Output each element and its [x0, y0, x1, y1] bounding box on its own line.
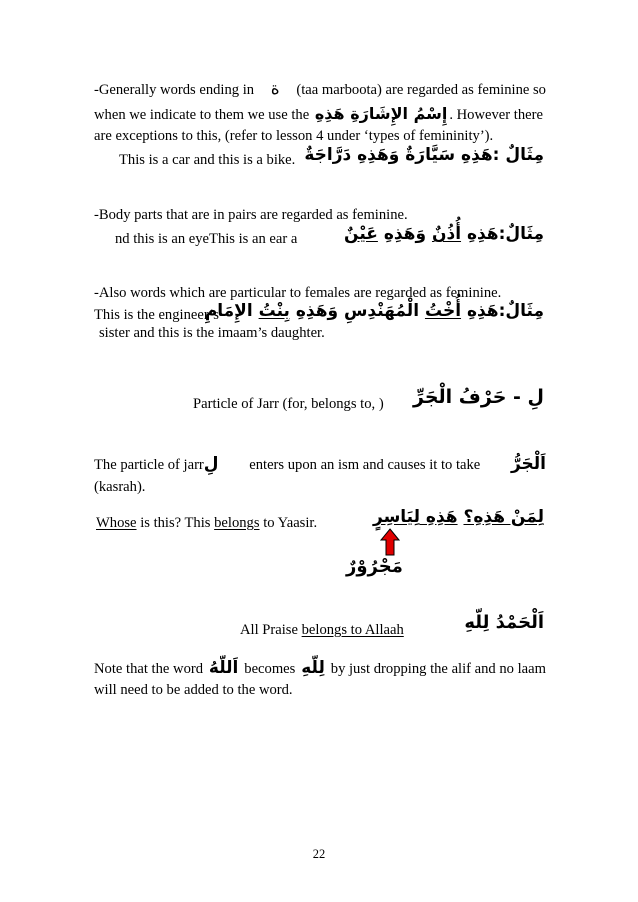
body-parts-eye: عَيْنٌ [344, 224, 378, 244]
note-line1-start: Note that the word [94, 661, 204, 677]
jarr-line1-start [94, 455, 219, 474]
arrow-head [381, 529, 399, 555]
ism-ishaara-arabic: إِسْمُ الإِشَارَةِ هَذِهِ [314, 104, 448, 123]
jarr-heading-arabic: لِ - حَرْفُ الْجَرِّ [413, 386, 544, 408]
example2-underlined: belongs to Allaah [301, 622, 404, 638]
jarr-example1-english [96, 514, 317, 532]
para1-line1 [94, 80, 546, 99]
belongs-word: belongs [214, 515, 260, 531]
females-example-english-line2: sister and this is the imaam’s daughter. [99, 325, 325, 341]
para1-line1-end: (taa marboota) are regarded as feminine so [296, 82, 546, 98]
females-imaam: الإِمَامِ [204, 301, 253, 321]
example1-end: to Yaasir. [263, 515, 318, 531]
page-number: 22 [312, 847, 326, 861]
body-parts-mid: وَهَذِهِ [383, 224, 427, 244]
red-arrow-icon [380, 528, 400, 556]
para1-line1-start: -Generally words ending in [94, 82, 255, 98]
example1-mid: is this? This [140, 515, 211, 531]
lillahi-word: لِلّهِ [301, 658, 325, 678]
females-daughter: بِنْتُ [258, 301, 290, 321]
body-parts-ear: أُذُنٌ [431, 224, 462, 244]
females-prefix: مِثَالٌ:هَذِهِ [466, 301, 544, 321]
females-line1: -Also words which are particular to females are regarded as feminine. [94, 285, 502, 301]
body-parts-example-arabic [344, 224, 544, 244]
para1-line2-start: when we indicate to them we use the [94, 107, 310, 123]
note-line2: will need to be added to the word. [94, 682, 293, 698]
example2-start: All Praise [240, 622, 298, 638]
para1-line2 [94, 105, 546, 124]
example1-english: This is a car and this is a bike. [119, 152, 296, 168]
jarr-line1-text: The particle of jarr [94, 457, 204, 473]
note-line1-end: by just dropping the alif and no laam [330, 661, 546, 677]
taa-marboota-glyph: ة [270, 79, 280, 99]
lam-glyph: لِ [203, 454, 219, 474]
females-sister: أُخْتُ [424, 301, 462, 321]
jarr-heading-english: Particle of Jarr (for, belongs to, ) [193, 396, 384, 412]
whose-word: Whose [96, 515, 137, 531]
example1-arabic: مِثَالٌ :هَذِهِ سَيَّارَةٌ وَهَذِهِ دَرَّاجَةٌ [304, 145, 544, 165]
allah-word: اَللّهُ [208, 658, 239, 678]
females-engineer: الْمُهَنْدِسِ وَهَذِهِ [295, 301, 420, 321]
jarr-line1 [94, 455, 546, 474]
note-becomes: becomes [244, 661, 296, 677]
body-parts-line1: -Body parts that are in pairs are regarded as feminine. [94, 207, 408, 223]
jarr-example2-arabic: اَلْحَمْدُ لِلّهِ [464, 612, 544, 633]
majroor-label: مَجْرُوْرٌ [346, 556, 403, 577]
note-line1 [94, 659, 546, 678]
body-parts-prefix: مِثَالٌ:هَذِهِ [466, 224, 544, 244]
para1-line2-end: . However there [449, 107, 543, 123]
jarr-word: اَلْجَرُّ [510, 454, 546, 474]
example1-arabic-answer: هَذِهِ لِيَاسِرٍ [373, 507, 458, 527]
body-parts-example-english: nd this is an eyeThis is an ear a [115, 231, 298, 247]
jarr-line2: (kasrah). [94, 479, 146, 495]
para1-line3: are exceptions to this, (refer to lesson 4 under ‘types of femininity’). [94, 128, 494, 144]
jarr-example2-english [240, 621, 404, 639]
females-example-arabic [205, 301, 544, 321]
females-example-english-line1: This is the engineer’s [94, 307, 219, 323]
jarr-example1-arabic [373, 507, 544, 527]
jarr-line1-end: enters upon an ism and causes it to take [249, 457, 481, 473]
example1-arabic-question: لِمَنْ هَذِهِ؟ [463, 507, 544, 527]
